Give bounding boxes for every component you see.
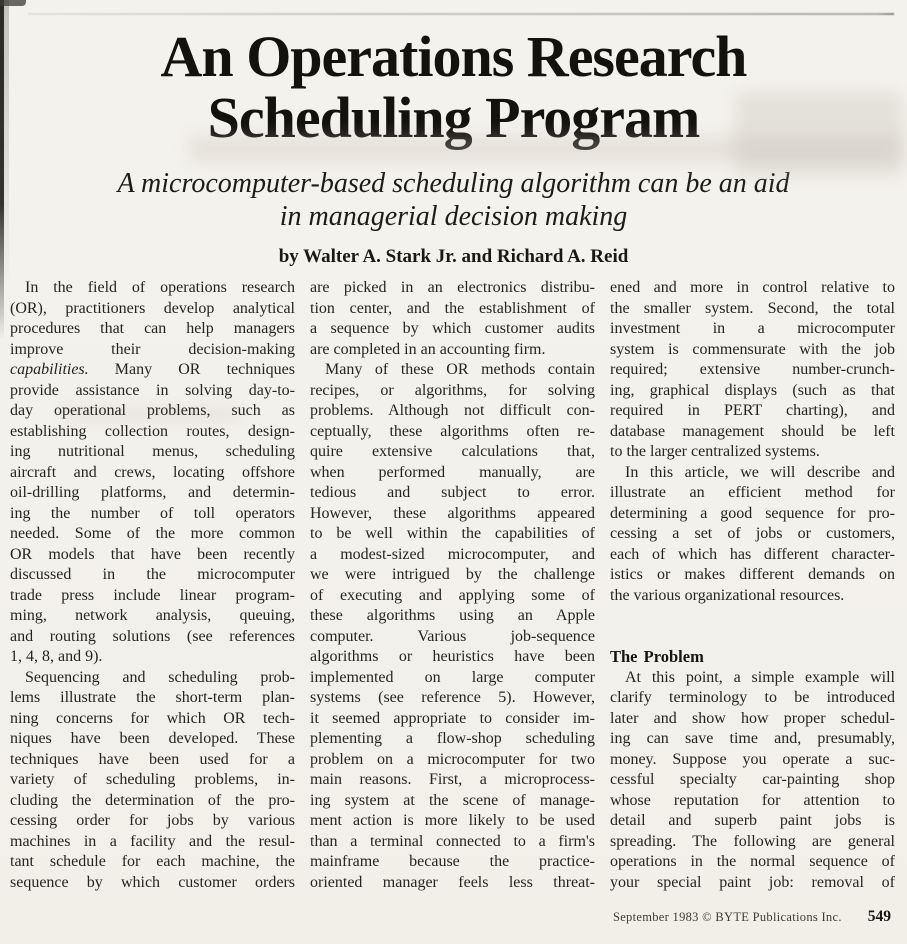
text-line: are completed in an accounting firm. [310, 340, 546, 358]
text-line: operations in the normal sequence of [610, 853, 895, 870]
text-line: detail and superb paint jobs is [610, 812, 895, 829]
column-3 [610, 278, 895, 893]
text-line: the various organizational resources. [610, 586, 845, 604]
text-line: investment in a microcomputer [610, 320, 895, 337]
text-line: of executing and applying some of [310, 586, 595, 604]
text-line: capabilities. Many OR techniques [10, 361, 295, 378]
text-line: ceptually, these algorithms often re- [310, 422, 595, 440]
text-line: problem on a microcomputer for two [310, 750, 595, 768]
text-line: (OR), practitioners develop analytical [10, 299, 295, 317]
byline: by Walter A. Stark Jr. and Richard A. Reid [278, 246, 629, 267]
text-line: these algorithms using an Apple [310, 607, 595, 624]
text-line: to the larger centralized systems. [610, 443, 820, 460]
text-line: whose reputation for attention to [610, 791, 895, 809]
text-line: cessing order for jobs by various [10, 812, 295, 829]
text-line: discussed in the microcomputer [10, 566, 295, 583]
text-line: techniques have been used for a [10, 750, 295, 768]
text-line: In the field of operations research [25, 279, 295, 296]
text-line: when performed manually, are [310, 463, 595, 481]
text-line: it seemed appropriate to consider im- [310, 709, 595, 727]
text-line: quire extensive calculations that, [310, 443, 595, 460]
text-line: lems illustrate the short-term plan- [10, 689, 295, 706]
text-line: establishing collection routes, design- [10, 422, 295, 440]
text-line: tion center, and the establishment of [310, 299, 595, 317]
text-line: problems. Although not difficult con- [310, 402, 595, 419]
text-line: ing the number of toll operators [10, 504, 295, 522]
text-line: Many of these OR methods contain [325, 361, 595, 378]
text-line: oil-drilling platforms, and determin- [10, 484, 295, 501]
article-title-line2: Scheduling Program [207, 85, 700, 150]
text-line: to be well within the capabilities of [310, 525, 595, 542]
text-line: At this point, a simple example will [625, 668, 895, 686]
text-line: plementing a flow-shop scheduling [310, 730, 595, 747]
text-line: ing nutritional menus, scheduling [10, 443, 295, 460]
blank-line [610, 627, 895, 648]
text-line: cessing a set of jobs or customers, [610, 525, 895, 542]
text-line: we were intrigued by the challenge [310, 566, 595, 583]
text-line: niques have been developed. These [10, 730, 295, 747]
blank-line [610, 606, 895, 627]
text-line: ment action is more likely to be used [310, 812, 595, 829]
text-line: a sequence by which customer audits [310, 320, 595, 337]
text-line: are picked in an electronics distribu- [310, 279, 595, 296]
text-line: database management should be left [610, 422, 895, 440]
page-footer [613, 908, 891, 926]
page-number: 549 [867, 908, 891, 925]
article-subtitle [0, 167, 907, 233]
text-line: improve their decision-making [10, 340, 295, 358]
text-line: required in PERT charting), and [610, 402, 895, 419]
text-line: However, these algorithms appeared [310, 504, 595, 522]
text-line: determining a good sequence for pro- [610, 504, 895, 522]
text-line: the smaller system. Second, the total [610, 299, 895, 317]
text-line: tedious and subject to error. [310, 484, 595, 501]
text-line: Sequencing and scheduling prob- [25, 668, 295, 686]
text-line: algorithms or heuristics have been [310, 648, 595, 665]
column-1 [10, 278, 295, 893]
text-line: and routing solutions (see references [10, 627, 295, 645]
text-line: illustrate an efficient method for [610, 484, 895, 501]
text-line: procedures that can help managers [10, 320, 295, 337]
text-line: money. Suppose you operate a suc- [610, 750, 895, 768]
text-line: 1, 4, 8, and 9). [10, 648, 103, 665]
text-line: ning concerns for which OR tech- [10, 709, 295, 727]
footer-imprint: September 1983 © BYTE Publications Inc. [612, 910, 842, 924]
text-line: a modest-sized microcomputer, and [310, 545, 595, 563]
text-line: implemented on large computer [310, 668, 595, 686]
text-line: spreading. The following are general [610, 832, 895, 850]
text-line: computer. Various job-sequence [310, 627, 595, 645]
text-line: tant schedule for each machine, the [10, 853, 295, 870]
text-line: recipes, or algorithms, for solving [310, 381, 595, 399]
text-line: than a terminal connected to a firm's [310, 832, 595, 850]
article-subtitle-line1: A microcomputer-based scheduling algorithm can be an aid [117, 168, 790, 199]
article-title-line1: An Operations Research [160, 24, 747, 89]
text-line: mainframe because the practice- [310, 853, 595, 870]
section-heading: The Problem [610, 647, 704, 666]
text-line: ened and more in control relative to [610, 279, 895, 296]
article-title [0, 0, 907, 148]
text-line: variety of scheduling problems, in- [10, 771, 295, 788]
text-line: clarify terminology to be introduced [610, 689, 895, 706]
text-line: istics or makes different demands on [610, 566, 895, 583]
text-line: aircraft and crews, locating offshore [10, 463, 295, 481]
text-line: your special paint job: removal of [610, 873, 895, 891]
article-body [10, 278, 895, 893]
article-subtitle-line2: in managerial decision making [279, 201, 628, 232]
text-line: system is commensurate with the job [610, 340, 895, 358]
text-line: sequence by which customer orders [10, 873, 295, 891]
text-line: provide assistance in solving day-to- [10, 381, 295, 399]
text-line: day operational problems, such as [10, 402, 295, 419]
text-line: ming, network analysis, queuing, [10, 607, 295, 624]
text-line: systems (see reference 5). However, [310, 689, 595, 706]
text-line: main reasons. First, a microprocess- [310, 771, 595, 788]
text-line: OR models that have been recently [10, 545, 295, 563]
text-line: oriented manager feels less threat- [310, 873, 595, 891]
text-line: ing, graphical displays (such as that [610, 381, 895, 399]
text-line: needed. Some of the more common [10, 525, 295, 542]
text-line: each of which has different character- [610, 545, 895, 563]
text-line: trade press include linear program- [10, 586, 295, 604]
text-line: cessful specialty car-painting shop [610, 771, 895, 788]
text-line: machines in a facility and the resul- [10, 832, 295, 850]
text-line: ing system at the scene of manage- [310, 791, 595, 809]
text-line: cluding the determination of the pro- [10, 791, 295, 809]
text-line: later and show how proper schedul- [610, 709, 895, 727]
column-2 [310, 278, 595, 893]
text-line: required; extensive number-crunch- [610, 361, 895, 378]
text-line: In this article, we will describe and [625, 463, 895, 481]
text-line: ing can save time and, presumably, [610, 730, 895, 747]
